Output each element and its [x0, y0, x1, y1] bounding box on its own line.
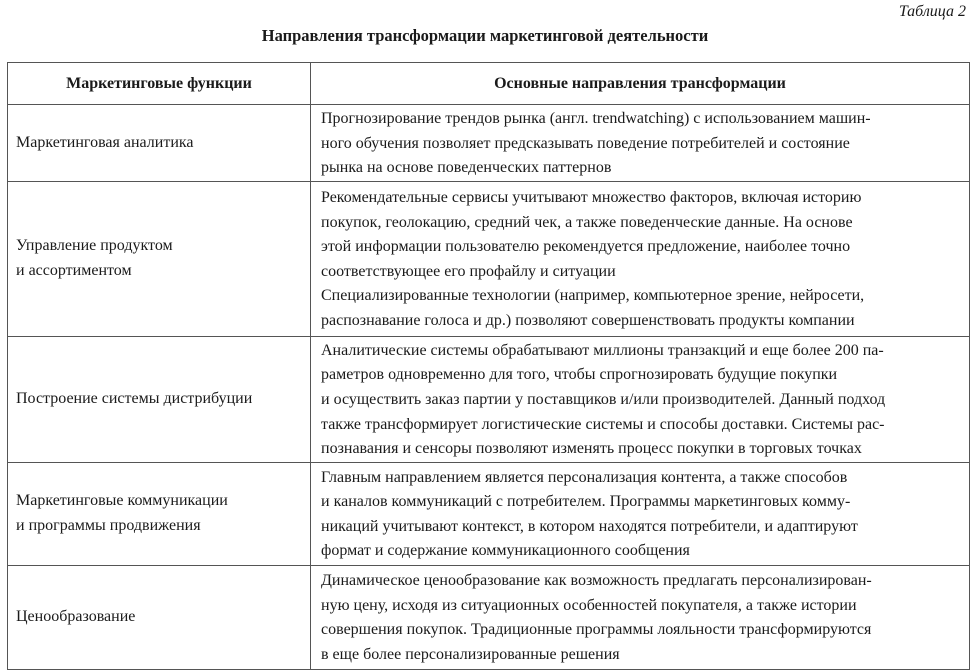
function-text-line: и программы продвижения: [16, 516, 201, 534]
table-header-row: [8, 63, 970, 105]
transformation-description-cell: [311, 181, 970, 336]
table-row: [8, 181, 970, 336]
description-text-line: совершения покупок. Традиционные программы лояльности трансформируются: [321, 621, 872, 639]
description-text-line: и каналов коммуникаций с потребителем. Программы маркетинговых комму-: [321, 493, 851, 511]
marketing-function-cell: [8, 462, 311, 565]
description-text-line: также трансформирует логистические системы и способы доставки. Системы рас-: [321, 415, 885, 433]
transformation-description-cell: [311, 565, 970, 669]
description-text-line: в еще более персонализированные решения: [321, 645, 620, 663]
transformation-description-cell: [311, 105, 970, 182]
table-row: [8, 565, 970, 669]
marketing-function-cell: [8, 565, 311, 669]
description-text-line: рынка на основе поведенческих паттернов: [321, 159, 612, 177]
transformation-table: [7, 62, 970, 670]
description-text-line: распознавание голоса и др.) позволяют совершенствовать продукты компании: [321, 311, 855, 329]
description-text-line: Специализированные технологии (например, компьютерное зрение, нейросети,: [321, 287, 865, 305]
description-text-line: Аналитические системы обрабатывают миллионы транзакций и еще более 200 па-: [321, 341, 884, 359]
description-text-line: формат и содержание коммуникационного сообщения: [321, 542, 690, 560]
function-text-line: Ценообразование: [16, 607, 136, 625]
table-body: [8, 105, 970, 670]
function-text-line: Управление продуктом: [16, 237, 173, 255]
description-text-line: соответствующее его профайлу и ситуации: [321, 262, 616, 280]
description-text-line: ную цену, исходя из ситуационных особенностей покупателя, а также истории: [321, 596, 857, 614]
marketing-function-cell: [8, 336, 311, 462]
description-text-line: раметров одновременно для того, чтобы спрогнозировать будущие покупки: [321, 366, 838, 384]
table-number-label: Таблица 2: [898, 3, 966, 20]
function-text-line: Построение системы дистрибуции: [16, 389, 253, 407]
function-text-line: Маркетинговая аналитика: [16, 133, 194, 151]
table-title: Направления трансформации маркетинговой деятельности: [261, 26, 709, 45]
marketing-function-cell: [8, 181, 311, 336]
table-row: [8, 105, 970, 182]
description-text-line: и осуществить заказ партии у поставщиков и/или производителей. Данный подход: [321, 390, 886, 408]
table-row: [8, 462, 970, 565]
function-text-line: Маркетинговые коммуникации: [16, 492, 228, 510]
function-text-line: и ассортиментом: [16, 261, 132, 279]
transformation-description-cell: [311, 336, 970, 462]
header-transformation-directions: Основные направления трансформации: [311, 63, 970, 105]
description-text-line: Динамическое ценообразование как возможность предлагать персонализирован-: [321, 572, 872, 590]
description-text-line: Прогнозирование трендов рынка (англ. trendwatching) с использованием машин-: [321, 110, 871, 127]
description-text-line: ного обучения позволяет предсказывать поведение потребителей и состояние: [321, 134, 850, 152]
marketing-function-cell: [8, 105, 311, 182]
table-row: [8, 336, 970, 462]
description-text-line: Главным направлением является персонализация контента, а также способов: [321, 468, 848, 486]
header-marketing-functions: Маркетинговые функции: [8, 63, 311, 105]
transformation-description-cell: [311, 462, 970, 565]
description-text-line: никаций учитывают контекст, в котором находятся потребители, и адаптируют: [321, 517, 858, 535]
description-text-line: этой информации пользователю рекомендуется предложение, наиболее точно: [321, 238, 851, 256]
description-text-line: познавания и сенсоры позволяют изменять процесс покупки в торговых точках: [321, 440, 862, 458]
description-text-line: покупок, геолокацию, средний чек, а также поведенческие данные. На основе: [321, 213, 853, 231]
description-text-line: Рекомендательные сервисы учитывают множество факторов, включая историю: [321, 189, 862, 206]
